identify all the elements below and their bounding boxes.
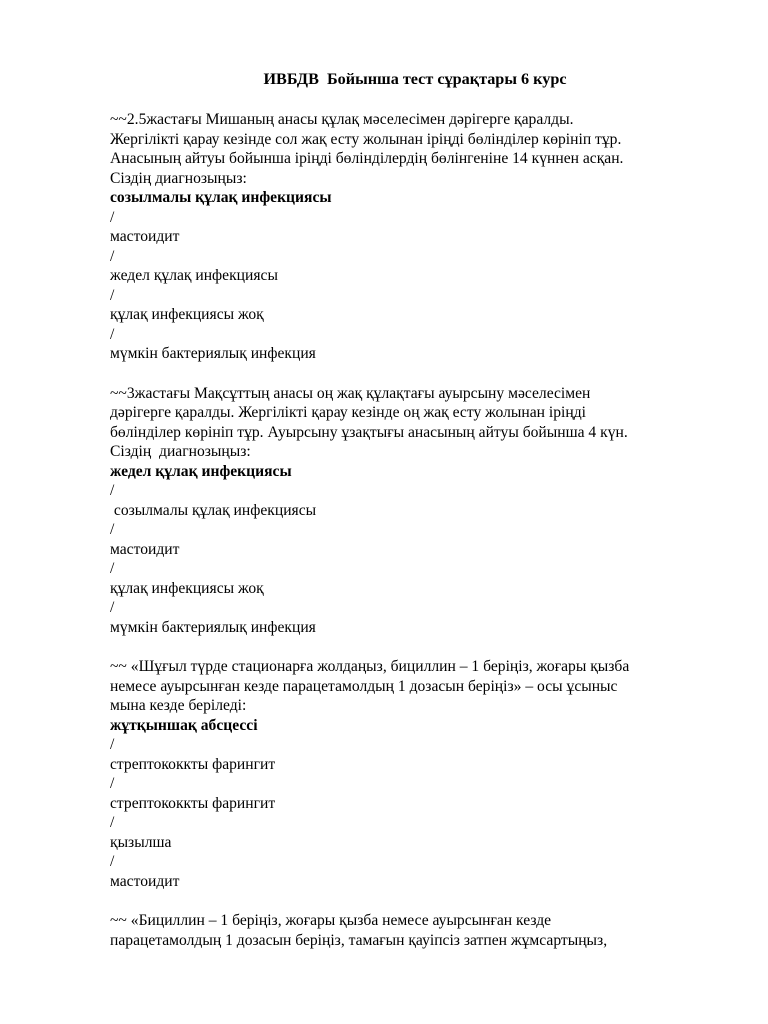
question-text-line: ~~ «Шұғыл түрде стационарға жолдаңыз, бициллин – 1 беріңіз, жоғары қызба [110, 658, 630, 675]
option-separator: / [110, 247, 115, 265]
option-separator: / [110, 814, 115, 831]
question-text-line: ~~3жастағы Мақсұттың анасы оң жақ құлақтағы ауырсыну мәселесімен [110, 384, 591, 402]
option-separator: / [110, 560, 115, 577]
question-text-line: бөлінділер көрініп тұр. Ауырсыну ұзақтығы анасының айтуы бойынша 4 күн. [110, 423, 628, 441]
question-4 [110, 911, 720, 950]
option-separator: / [110, 853, 115, 870]
answer-option: құлақ инфекциясы жоқ [110, 579, 264, 597]
option-separator: / [110, 599, 115, 616]
option-separator: / [110, 208, 115, 226]
question-text-line: парацетамолдың 1 дозасын беріңіз, тамағын қауіпсіз затпен жұмсартыңыз, [110, 931, 608, 949]
question-2 [110, 384, 720, 638]
question-text-line: ~~ «Бициллин – 1 беріңіз, жоғары қызба немесе ауырсынған кезде [110, 912, 552, 929]
page-title: ИВБДВ Бойынша тест сұрақтары 6 курс [263, 70, 567, 88]
question-text-line: Сіздің диагнозыңыз: [110, 169, 247, 187]
question-1 [110, 110, 720, 364]
answer-option: созылмалы құлақ инфекциясы [110, 501, 317, 519]
answer-option: стрептококкты фарингит [110, 794, 276, 812]
answer-option: жедел құлақ инфекциясы [110, 267, 278, 284]
answer-option: мастоидит [110, 228, 180, 245]
answer-option: мастоидит [110, 540, 180, 558]
question-text-line: ~~2.5жастағы Мишаның анасы құлақ мәселесімен дәрігерге қаралды. [110, 111, 574, 128]
question-text-line: мына кезде беріледі: [110, 697, 247, 714]
correct-answer: жедел құлақ инфекциясы [110, 462, 292, 480]
document-page [110, 69, 720, 970]
answer-option: мастоидит [110, 872, 180, 890]
question-text-line: немесе ауырсынған кезде парацетамолдың 1 дозасын беріңіз» – осы ұсыныс [110, 677, 618, 695]
answer-option: қызылша [110, 833, 172, 851]
answer-option: мүмкін бактериялық инфекция [110, 618, 316, 636]
option-separator: / [110, 325, 115, 343]
answer-option: мүмкін бактериялық инфекция [110, 345, 316, 362]
option-separator: / [110, 775, 115, 792]
question-text-line: Анасының айтуы бойынша іріңді бөлінділердің бөлінгеніне 14 күннен асқан. [110, 150, 624, 167]
answer-option: құлақ инфекциясы жоқ [110, 306, 264, 323]
option-separator: / [110, 286, 115, 304]
question-text-line: Сіздің диагнозыңыз: [110, 443, 251, 460]
question-3 [110, 657, 720, 891]
option-separator: / [110, 521, 115, 538]
answer-option: стрептококкты фарингит [110, 755, 276, 773]
correct-answer: жұтқыншақ абсцессі [110, 716, 258, 734]
question-text-line: дәрігерге қаралды. Жергілікті қарау кезінде оң жақ есту жолынан іріңді [110, 404, 586, 421]
option-separator: / [110, 482, 115, 499]
option-separator: / [110, 736, 115, 753]
question-text-line: Жергілікті қарау кезінде сол жақ есту жолынан іріңді бөлінділер көрініп тұр. [110, 130, 622, 148]
correct-answer: созылмалы құлақ инфекциясы [110, 189, 332, 206]
